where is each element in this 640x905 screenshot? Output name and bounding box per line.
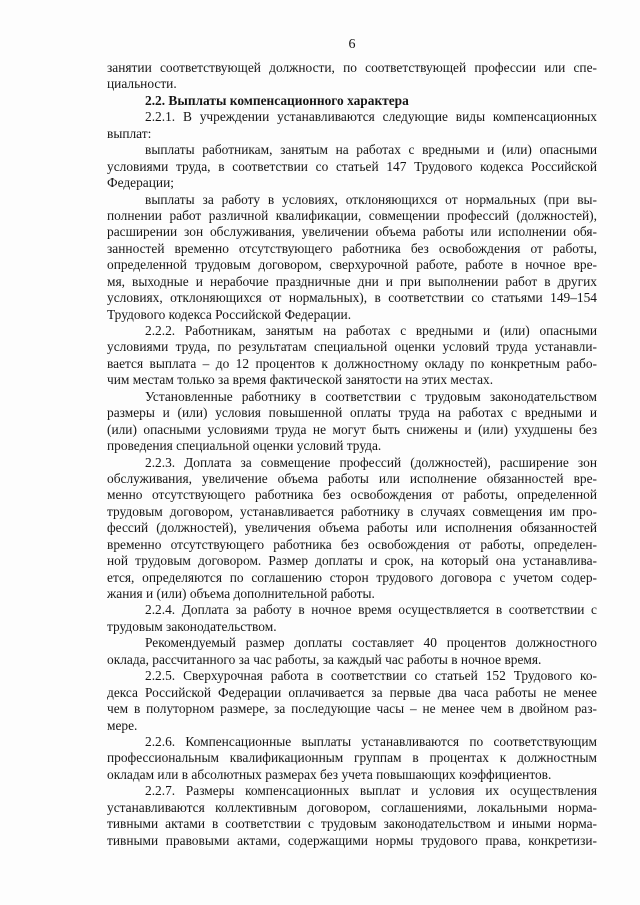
paragraph	[107, 455, 597, 603]
paragraph-line: временно отсутствующего работника без освобождения от работы, определен-	[107, 536, 597, 552]
paragraph	[107, 783, 597, 849]
paragraph-line: фессий (должностей), увеличения объема работы или исполнения обязанностей	[107, 520, 597, 536]
paragraph-line: Рекомендуемый размер доплаты составляет 40 процентов должностного	[145, 635, 597, 651]
paragraph-line: тивными актами в соответствии с трудовым законодательством и иными норма-	[107, 816, 597, 832]
document-body	[107, 60, 597, 849]
paragraph	[107, 192, 597, 324]
paragraph-line: обслуживания, увеличение объема работы или исполнение обязанностей вре-	[107, 470, 597, 486]
paragraph-line: тивными правовыми актами, содержащими нормы трудового права, конкретизи-	[107, 832, 597, 848]
paragraph-line: декса Российской Федерации оплачивается за первые два часа работы не менее	[107, 684, 597, 700]
paragraph-line: Федерации;	[107, 175, 174, 191]
paragraph	[107, 635, 597, 668]
paragraph-line: окладам или в абсолютных размерах без учета повышающих коэффициентов.	[107, 766, 552, 782]
paragraph	[107, 602, 597, 635]
paragraph-line: 2.2.7. Размеры компенсационных выплат и условия их осуществления	[145, 783, 597, 799]
paragraph-line: мя, выходные и нерабочие праздничные дни и при выполнении работ в других	[107, 273, 597, 289]
page-number: 6	[348, 37, 356, 52]
paragraph	[107, 668, 597, 734]
paragraph-line: менно отсутствующего работника без освобождения от работы, определенной	[107, 487, 597, 503]
paragraph-line: жания и (или) объема дополнительной работы.	[107, 586, 375, 601]
paragraph-line: чим местам только за время фактической занятости на этих местах.	[107, 372, 494, 388]
paragraph-line: мере.	[107, 717, 138, 733]
paragraph-line: трудовым законодательством.	[107, 618, 277, 634]
paragraph	[107, 109, 597, 142]
paragraph-line: выплаты работникам, занятым на работах с вредными и (или) опасными	[145, 142, 597, 158]
paragraph-line: выплаты за работу в условиях, отклоняющихся от нормальных (при вы-	[145, 191, 597, 207]
paragraph-line: трудовым договором, устанавливается работнику в случаях совмещения им про-	[107, 503, 597, 519]
paragraph-line: полнении работ различной квалификации, совмещении профессий (должностей),	[107, 207, 597, 223]
paragraph-line: ется, определяются по соглашению сторон трудового договора с учетом содер-	[107, 569, 597, 585]
paragraph	[107, 389, 597, 455]
section-heading: 2.2. Выплаты компенсационного характера	[145, 92, 409, 108]
paragraph-line: 2.2.3. Доплата за совмещение профессий (должностей), расширение зон	[145, 454, 597, 470]
paragraph-line: устанавливаются коллективным договором, соглашениями, локальными норма-	[107, 799, 597, 815]
paragraph-line: ной трудовым договором. Размер доплаты и срок, на который она устанавлива-	[107, 553, 597, 569]
paragraph-line: условиях, отклоняющихся от нормальных), в соответствии со статьями 149–154	[107, 290, 597, 306]
paragraph-line: размеры и (или) условия повышенной оплаты труда на работах с вредными и	[107, 405, 597, 421]
paragraph-line: занностей временно отсутствующего работника без освобождения от работы,	[107, 240, 597, 256]
paragraph-line: условиями труда, по результатам специальной оценки условий труда устанавли-	[107, 339, 597, 355]
paragraph-line: занятии соответствующей должности, по соответствующей профессии или спе-	[107, 60, 597, 75]
paragraph-line: профессиональным квалификационным группам в процентах к должностным	[107, 750, 597, 766]
paragraph-line: 2.2.2. Работникам, занятым на работах с вредными и (или) опасными	[145, 323, 597, 338]
paragraph-line: Трудового кодекса Российской Федерации.	[107, 306, 352, 322]
paragraph-line: (или) опасными условиями труда не могут быть снижены и (или) ухудшены без	[107, 421, 597, 437]
paragraph	[107, 323, 597, 389]
paragraph-line: 2.2.6. Компенсационные выплаты устанавливаются по соответствующим	[145, 733, 597, 749]
paragraph-line: условиями труда, в соответствии со статьей 147 Трудового кодекса Российской	[107, 158, 597, 174]
paragraph-line: определенной трудовым договором, сверхурочной работе, работе в ночное вре-	[107, 257, 597, 273]
paragraph-line: вается выплата – до 12 процентов к должностному окладу по конкретным рабо-	[107, 355, 597, 371]
paragraph-line: 2.2.4. Доплата за работу в ночное время осуществляется в соответствии с	[145, 602, 597, 618]
paragraph-line: 2.2.1. В учреждении устанавливаются следующие виды компенсационных	[145, 109, 597, 125]
paragraph-line: выплат:	[107, 125, 152, 141]
paragraph-line: циальности.	[107, 76, 177, 92]
paragraph-line: оклада, рассчитанного за час работы, за каждый час работы в ночное время.	[107, 651, 542, 667]
paragraph	[107, 734, 597, 783]
paragraph-line: 2.2.5. Сверхурочная работа в соответствии со статьей 152 Трудового ко-	[145, 668, 597, 684]
paragraph-line: расширении зон обслуживания, увеличении объема работы или исполнении обя-	[107, 224, 597, 240]
paragraph	[107, 142, 597, 191]
paragraph-line: проведения специальной оценки условий труда.	[107, 438, 382, 454]
continued-paragraph	[107, 60, 597, 93]
section-heading-block	[107, 93, 597, 109]
paragraph-line: чем в полуторном размере, за последующие часы – не менее чем в двойном раз-	[107, 701, 597, 717]
paragraph-line: Установленные работнику в соответствии с трудовым законодательством	[145, 388, 597, 404]
